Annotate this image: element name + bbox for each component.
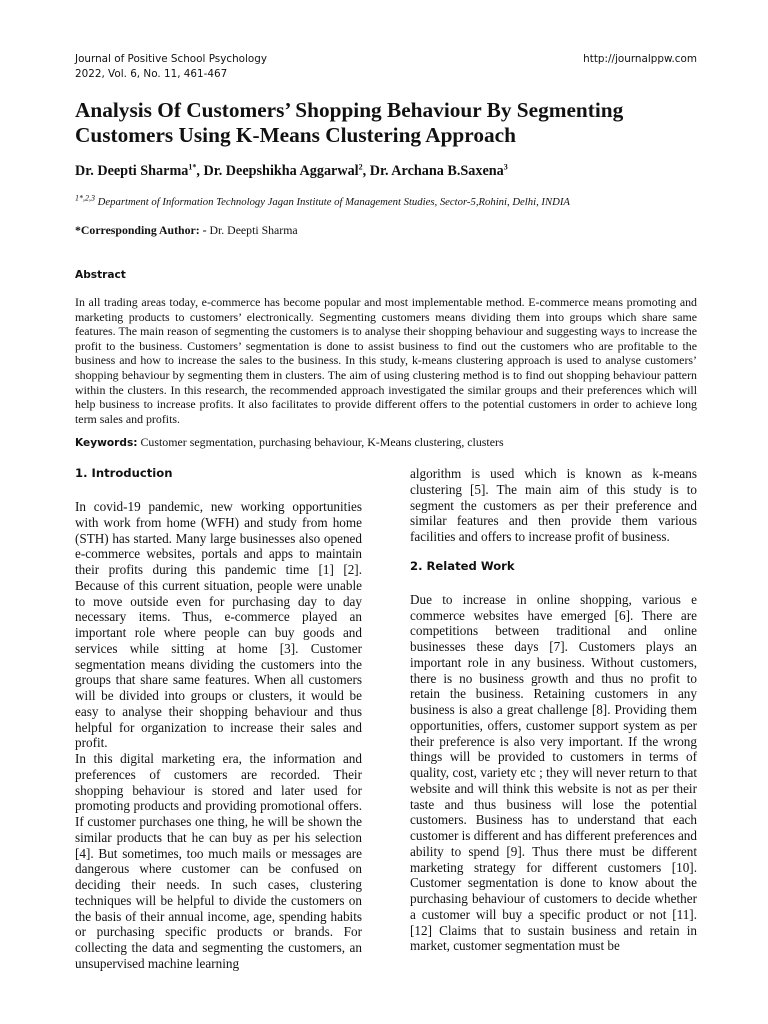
journal-name: Journal of Positive School Psychology [75, 53, 268, 65]
author-3: Dr. Archana B.Saxena [369, 163, 504, 179]
corresponding-label: *Corresponding Author: - [75, 223, 207, 237]
author-2: Dr. Deepshikha Aggarwal [203, 163, 359, 179]
author-2-sup: 2 [358, 162, 363, 172]
corresponding-author [75, 223, 695, 238]
affiliation-text: Department of Information Technology Jagan Institute of Management Studies, Sector-5,Rohini, Delhi, INDIA [95, 196, 570, 208]
keywords-text: Customer segmentation, purchasing behaviour, K-Means clustering, clusters [137, 435, 504, 449]
author-1-sup: 1* [188, 162, 197, 172]
paper-title: Analysis Of Customers’ Shopping Behaviour By Segmenting Customers Using K-Means Clustering Approach [75, 98, 624, 147]
intro-paragraph-continued: algorithm is used which is known as k-means clustering [5]. The main aim of this study is to segment the customers as per their preference and similar features and then provide them various facilities and offers to increase profit of business. [410, 466, 697, 544]
left-column [75, 466, 362, 972]
section-heading-related-work: 2. Related Work [410, 558, 515, 573]
keywords [75, 435, 697, 451]
corresponding-name: Dr. Deepti Sharma [206, 223, 298, 237]
author-sep: , [196, 163, 204, 179]
intro-paragraph-2: In this digital marketing era, the information and preferences of customers are recorded. Their shopping behaviour is stored and later used for promoting products and providing promotional offers. If customer purchases one thing, he will be shown the similar products that he can buy as per his selection [4]. But sometimes, too much mails or messages are dangerous where customer can be confused on deciding their needs. In such cases, clustering techniques will be helpful to divide the customers on the basis of their annual income, age, spending habits or purchasing specific products or brands. For collecting the data and segmenting the customers, an unsupervised machine learning [75, 751, 362, 971]
abstract-heading: Abstract [75, 269, 126, 281]
affiliation-sup: 1*,2,3 [75, 193, 95, 203]
journal-header [75, 52, 267, 82]
author-1: Dr. Deepti Sharma [75, 163, 189, 179]
intro-paragraph-1: In covid-19 pandemic, new working opportunities with work from home (WFH) and study from home (STH) has started. Many large businesses also opened e-commerce websites, portals and apps to maintain their profits during this pandemic time [1] [2]. Because of this current situation, people were unable to move outside even for purchasing day to day necessary items. Thus, e-commerce played an important role where people can buy goods and services while sitting at home [3]. Customer segmentation means dividing the customers into the groups that share same features. When all customers will be divided into groups or clusters, it would be easy to analyse their shopping behaviour and thus helpful for organization to increase their sales and profit. [75, 499, 362, 751]
author-sep: , [362, 163, 370, 179]
author-list [75, 162, 695, 180]
abstract-body: In all trading areas today, e-commerce has become popular and most implementable method. E-commerce means promoting and marketing products to customers’ electronically. Segmenting customers means dividing them into groups which share same features. The main reason of segmenting the customers is to analyse their shopping behaviour and suggesting ways to increase the profit to the business. Customers’ segmentation is done to assist business to find out the customers who are profitable to the business and how to increase the sales to the business. In this study, k-means clustering approach is used to analyse customers’ shopping behaviour by segmenting them in clusters. The aim of using clustering method is to find out shopping behaviour pattern within the clusters. In this research, the recommended approach investigated the similar groups and their preferences which will help business to increase profits. It also facilitates to provide different offers to the potential customers in order to achieve long term sales and profits. [75, 295, 697, 426]
journal-issue: 2022, Vol. 6, No. 11, 461-467 [75, 68, 228, 80]
author-3-sup: 3 [503, 162, 508, 172]
affiliation [75, 195, 695, 209]
related-paragraph-1: Due to increase in online shopping, various e commerce websites have emerged [6]. There are competitions between traditional and online businesses these days [7]. Customers plays an important role in any business. Without customers, there is no business growth and thus no profit to retain the business. Retaining customers in any business is also a great challenge [8]. Providing them opportunities, offers, customer support system as per their preference is also very important. If the wrong things will be provided to customers in terms of quality, cost, variety etc ; they will never return to that website and will think this website is not as per their taste and thus business will lose the potential customers. Business has to understand that each customer is different and has different preferences and ability to spend [9]. Thus there must be different marketing strategy for different customers [10]. Customer segmentation is done to know about the purchasing behaviour of customers to decide whether a customer will buy a specific product or not [11]. [12] Claims that to sustain business and retain in market, customer segmentation must be [410, 591, 697, 954]
right-column [410, 466, 697, 954]
keywords-label: Keywords: [75, 437, 138, 449]
journal-url[interactable]: http://journalppw.com [583, 53, 697, 65]
section-heading-introduction: 1. Introduction [75, 466, 173, 480]
